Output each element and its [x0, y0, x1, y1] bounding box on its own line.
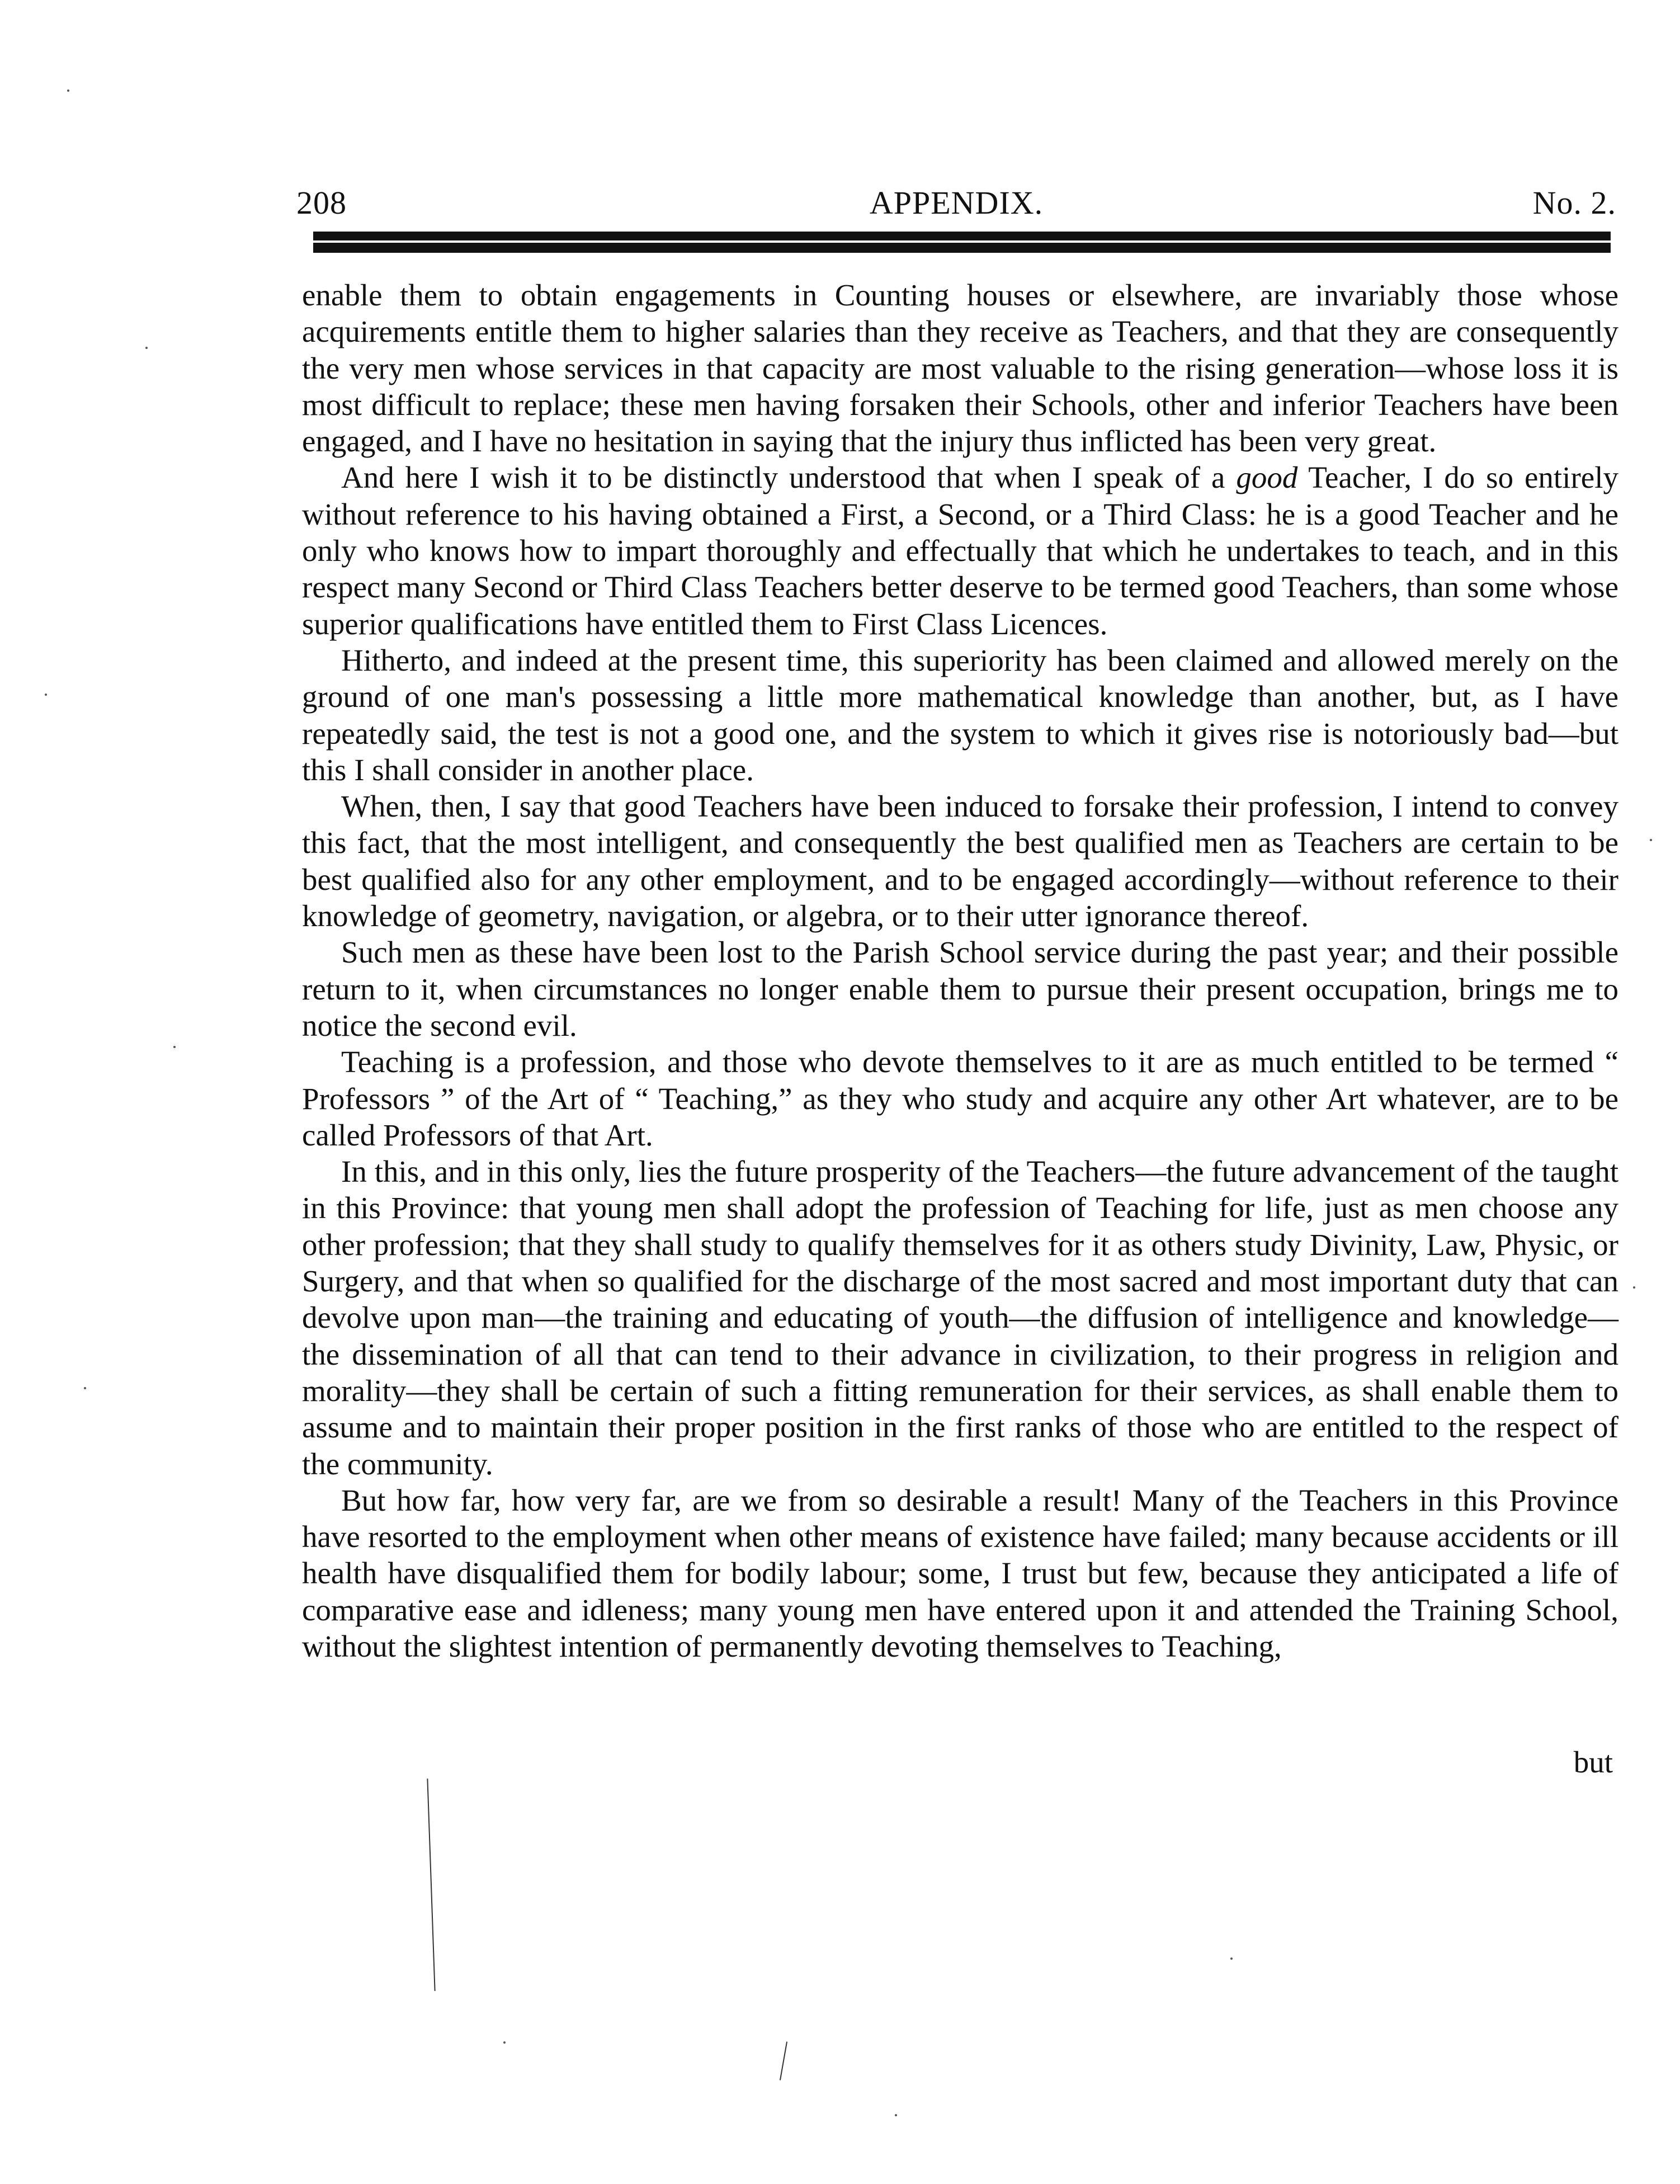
paragraph-good-teacher-lead: And here I wish it to be distinctly understood that when I speak of a [341, 460, 1225, 495]
scan-scratch [427, 1779, 435, 1991]
paragraph-good-teacher-rest: Teacher, I do so entirely without reference to his having obtained a First, a Second, or a Third Class: he is a good Teacher and he only who knows how to impart thoroughly and effectually that which he undertakes to teach, and in this respect many Second or Third Class Teachers better deserve to be termed good Teachers, than some whose superior qualifications have entitled them to First Class Licences. [302, 460, 1618, 641]
header-rule [313, 232, 1611, 253]
body-text [302, 277, 1618, 1664]
running-title: APPENDIX. [869, 185, 1044, 221]
scan-speck [1230, 1957, 1233, 1960]
scan-speck [895, 2114, 897, 2116]
scan-speck [67, 89, 69, 92]
page-header [296, 178, 1616, 228]
page-number: 208 [296, 185, 347, 221]
paragraph-in-this: In this, and in this only, lies the future prosperity of the Teachers—the future advancement of the taught in this Province: that young men shall adopt the profession of Teaching for life, just as men choose any other profession; that they shall study to qualify themselves for it as others study Divinity, Law, Physic, or Surgery, and that when so qualified for the discharge of the most sacred and most important duty that can devolve upon man—the training and educating of youth—the diffusion of intelligence and knowledge—the dissemination of all that can tend to their advance in civilization, to their progress in religion and morality—they shall be certain of such a fitting remuneration for their services, as shall enable them to assume and to maintain their proper position in the first ranks of those who are entitled to the respect of the community. [302, 1154, 1618, 1481]
scan-scratch [780, 2041, 787, 2080]
scan-speck [145, 347, 148, 349]
scan-speck [1633, 1286, 1635, 1289]
paragraph-teaching-profession: Teaching is a profession, and those who devote themselves to it are as much entitled to be termed “ Professors ” of the Art of “ Teaching,” as they who study and acquire any other Art whatever, are to be called Professors of that Art. [302, 1045, 1618, 1152]
section-number: No. 2. [1532, 185, 1616, 221]
scan-speck [1650, 839, 1652, 841]
paragraph-good-teacher [302, 459, 1618, 641]
paragraph-continued: enable them to obtain engagements in Counting houses or elsewhere, are invariably those whose acquirements entitle them to higher salaries than they receive as Teachers, and that they are consequently the very men whose services in that capacity are most valuable to the rising generation—whose loss it is most difficult to replace; these men having forsaken their Schools, other and inferior Teachers have been engaged, and I have no hesitation in saying that the injury thus inflicted has been very great. [302, 278, 1618, 459]
paragraph-such-men: Such men as these have been lost to the Parish School service during the past year; and their possible return to it, when circumstances no longer enable them to pursue their present occupation, brings me to notice the second evil. [302, 935, 1618, 1043]
catchword: but [1573, 1745, 1613, 1779]
paragraph-hitherto: Hitherto, and indeed at the present time, this superiority has been claimed and allowed merely on the ground of one man's possessing a little more mathematical knowledge than another, but, as I have repeatedly said, the test is not a good one, and the system to which it gives rise is notoriously bad—but this I shall consider in another place. [302, 643, 1618, 787]
scan-speck [503, 2041, 506, 2044]
scan-speck [84, 1387, 86, 1389]
paragraph-when-then: When, then, I say that good Teachers have been induced to forsake their profession, I intend to convey this fact, that the most intelligent, and consequently the best qualified men as Teachers are certain to be best qualified also for any other employment, and to be engaged accordingly—without reference to their knowledge of geometry, navigation, or algebra, or to their utter ignorance thereof. [302, 789, 1618, 933]
scan-speck [173, 1046, 176, 1048]
paragraph-but-how-far: But how far, how very far, are we from so desirable a result! Many of the Teachers in this Province have resorted to the employment when other means of existence have failed; many because accidents or ill health have disqualified them for bodily labour; some, I trust but few, because they anticipated a life of comparative ease and idleness; many young men have entered upon it and attended the Training School, without the slightest intention of permanently devoting themselves to Teaching, [302, 1483, 1618, 1663]
emphasis-good: good [1236, 460, 1298, 495]
scan-speck [45, 694, 47, 696]
